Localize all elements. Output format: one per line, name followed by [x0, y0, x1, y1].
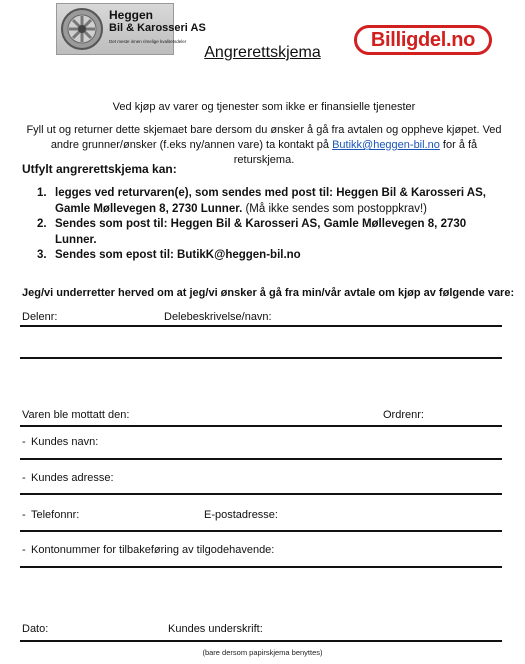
underskrift-label: Kundes underskrift:	[168, 623, 263, 635]
delenr-label: Delenr:	[22, 311, 58, 323]
list-item	[37, 248, 507, 264]
adresse-label: Kundes adresse:	[31, 472, 114, 484]
telefon-field	[22, 509, 79, 521]
list-number: 2.	[37, 218, 47, 230]
adresse-line[interactable]	[20, 493, 502, 495]
return-options-list	[37, 186, 507, 264]
epost-label: E-postadresse:	[204, 509, 278, 521]
logo-tagline: Det meste innen rimelige kvalitetsdeler	[109, 39, 187, 44]
dash-marker: -	[22, 544, 26, 556]
intention-statement: Jeg/vi underretter herved om at jeg/vi ønsker å gå fra min/vår avtale om kjøp av følgende vare:	[22, 287, 515, 299]
list-text-bold: Sendes som epost til: ButikK@heggen-bil.no	[55, 249, 301, 261]
page-title	[0, 44, 525, 62]
kontonummer-field	[22, 544, 274, 556]
dash-marker: -	[22, 436, 26, 448]
ordrenr-label: Ordrenr:	[383, 409, 424, 421]
logo-line2: Bil & Karosseri AS	[109, 22, 206, 34]
list-item	[37, 186, 507, 217]
mottatt-line[interactable]	[20, 425, 502, 427]
telefon-line[interactable]	[20, 530, 502, 532]
delenr-line[interactable]	[20, 325, 502, 327]
instruction-text-after: for å få returskjema.	[233, 139, 478, 166]
billigdel-logo-text: Billigdel.no	[370, 28, 476, 51]
intro-text: Ved kjøp av varer og tjenester som ikke er finansielle tjenester	[112, 101, 416, 113]
list-item	[37, 217, 507, 248]
kontonummer-line[interactable]	[20, 566, 502, 568]
kontonummer-label: Kontonummer for tilbakeføring av tilgodehavende:	[31, 544, 275, 556]
instruction-text-before: Fyll ut og returner dette skjemaet bare dersom du ønsker å gå fra avtalen og oppheve kjøpet. Ved andre grunner/ønsker (f.eks ny/annen vare) ta kontakt på	[26, 124, 502, 151]
dash-marker: -	[22, 472, 26, 484]
email-link[interactable]: Butikk@heggen-bil.no	[332, 139, 440, 151]
page-title-text: Angrerettskjema	[204, 44, 321, 61]
list-text-bold: legges ved returvaren(e), som sendes med post til: Heggen Bil & Karosseri AS, Gamle Møllevegen 8, 2730 Lunner.	[55, 187, 486, 215]
mottatt-label: Varen ble mottatt den:	[22, 409, 130, 421]
telefon-label: Telefonnr:	[31, 509, 80, 521]
delebeskrivelse-label: Delebeskrivelse/navn:	[164, 311, 272, 323]
description-line[interactable]	[20, 357, 502, 359]
signature-line[interactable]	[20, 640, 502, 642]
navn-field	[22, 436, 98, 448]
navn-label: Kundes navn:	[31, 436, 99, 448]
dato-label: Dato:	[22, 623, 49, 635]
footnote: (bare dersom papirskjema benyttes)	[202, 648, 323, 657]
logo-line1: Heggen	[109, 8, 154, 22]
list-text-bold: Sendes som post til: Heggen Bil & Karosseri AS, Gamle Møllevegen 8, 2730 Lunner.	[55, 218, 467, 246]
navn-line[interactable]	[20, 458, 502, 460]
subheading: Utfylt angrerettskjema kan:	[22, 162, 177, 176]
dash-marker: -	[22, 509, 26, 521]
list-text-normal: (Må ikke sendes som postoppkrav!)	[242, 202, 427, 215]
list-number: 3.	[37, 249, 47, 261]
adresse-field	[22, 472, 114, 484]
list-number: 1.	[37, 187, 47, 199]
